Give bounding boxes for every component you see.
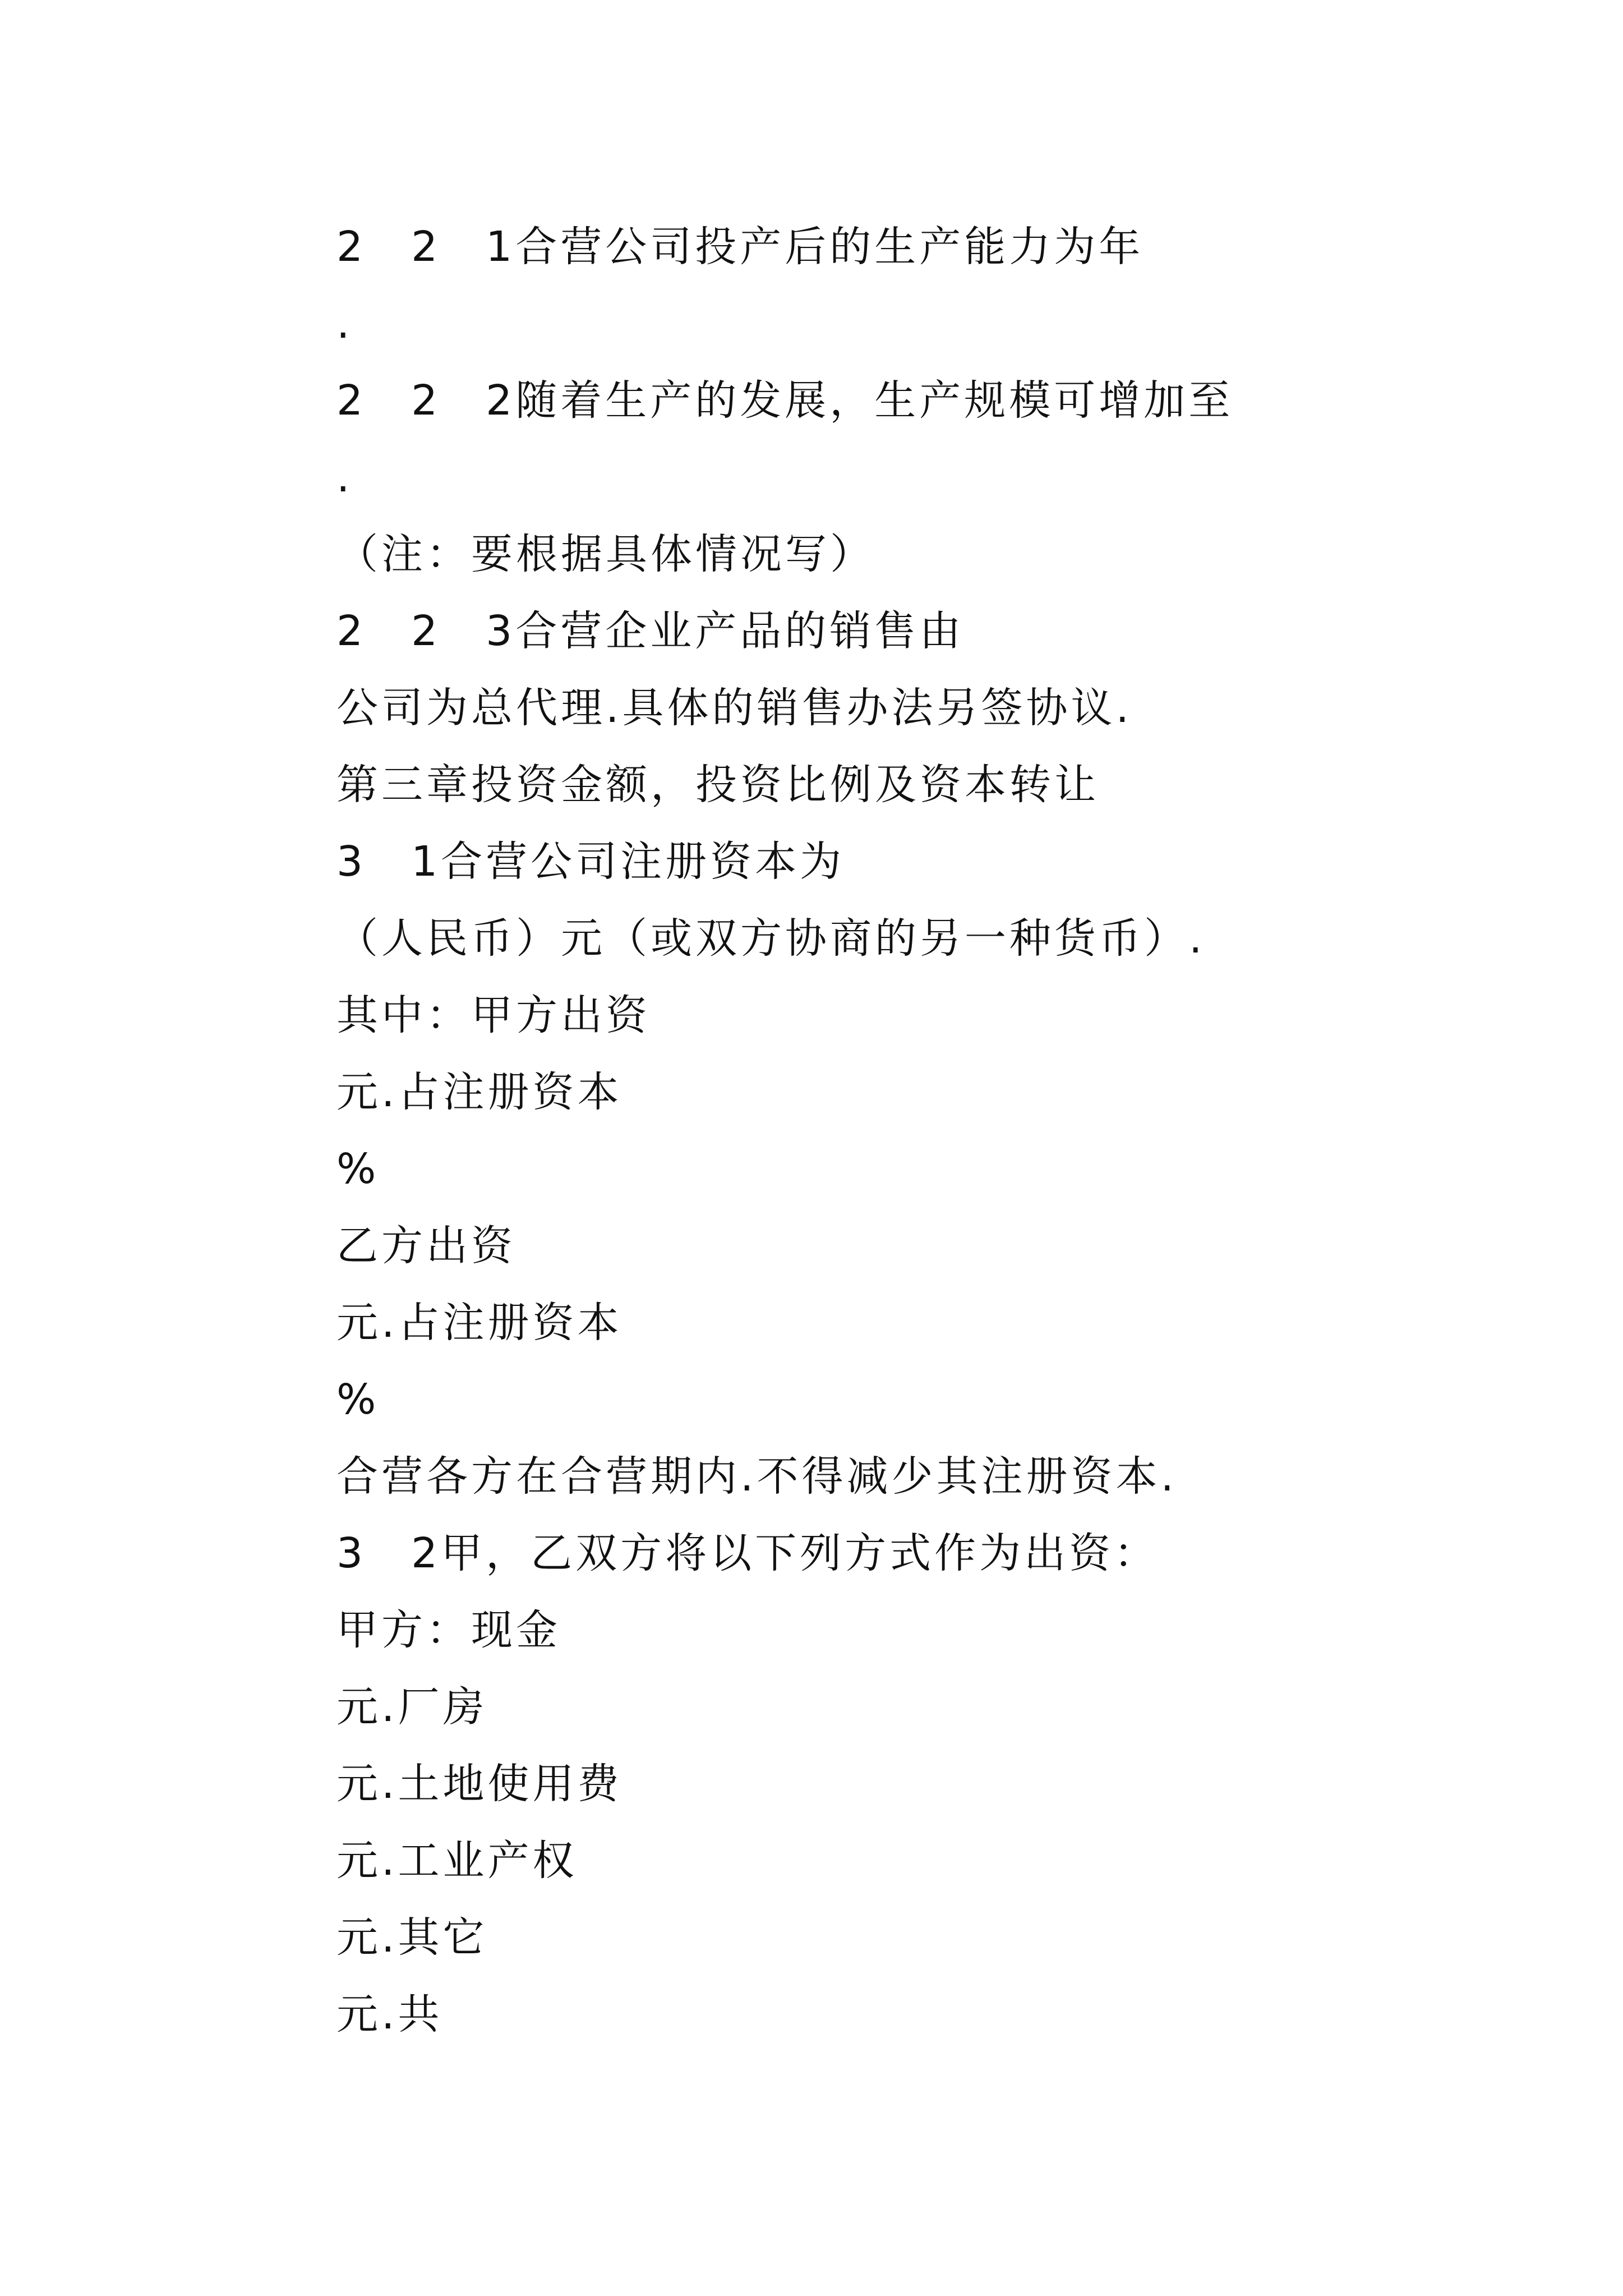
currency-line: （人民币）元（或双方协商的另一种货币）. (336, 914, 1206, 963)
party-a-contribution: 其中：甲方出资 (336, 991, 651, 1039)
clause-2-2-3: 2 2 3合营企业产品的销售由 (336, 607, 965, 655)
other-line: 元.其它 (336, 1913, 488, 1962)
clause-3-1: 3 1合营公司注册资本为 (336, 838, 845, 886)
clause-2-2-1: 2 2 1合营公司投产后的生产能力为年 (336, 223, 1144, 271)
chapter-three-heading: 第三章投资金额，投资比例及资本转让 (336, 761, 1099, 809)
industrial-property-line: 元.工业产权 (336, 1837, 578, 1885)
sales-agent-line: 公司为总代理.具体的销售办法另签协议. (336, 684, 1133, 732)
land-use-fee-line: 元.土地使用费 (336, 1760, 623, 1808)
contract-text-block (336, 209, 1542, 2053)
percent-line: % (336, 1375, 380, 1424)
percent-line: % (336, 1145, 380, 1193)
party-b-share: 元.占注册资本 (336, 1299, 623, 1347)
capital-restriction-line: 合营各方在合营期内.不得减少其注册资本. (336, 1452, 1178, 1501)
party-a-cash: 甲方：现金 (336, 1606, 561, 1654)
party-a-share: 元.占注册资本 (336, 1068, 623, 1116)
period-line: . (336, 300, 353, 348)
total-line: 元.共 (336, 1990, 443, 2039)
period-line: . (336, 453, 353, 501)
clause-2-2-2: 2 2 2随着生产的发展，生产规模可增加至 (336, 376, 1234, 425)
note-line: （注：要根据具体情况写） (336, 530, 875, 578)
factory-line: 元.厂房 (336, 1683, 488, 1731)
clause-3-2: 3 2甲，乙双方将以下列方式作为出资： (336, 1529, 1159, 1577)
party-b-contribution: 乙方出资 (336, 1222, 516, 1270)
